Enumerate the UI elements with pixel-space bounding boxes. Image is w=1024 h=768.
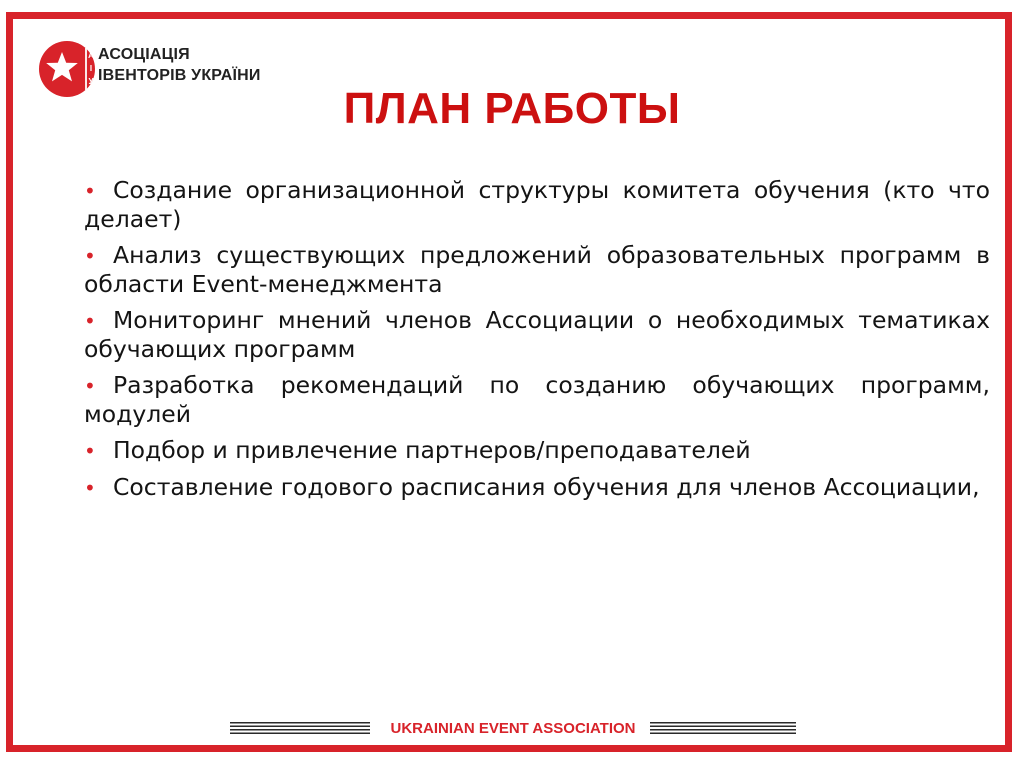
bullet-text: Создание организационной структуры комитета обучения (кто что делает) — [84, 176, 990, 233]
badge-letter-2: І — [89, 64, 93, 73]
bullet-item — [84, 473, 990, 502]
footer-stripes-left — [230, 722, 370, 736]
badge-letter-1: А — [88, 51, 94, 60]
footer-banner — [230, 719, 796, 741]
bullet-dot-icon: • — [84, 439, 96, 463]
bullet-text: Разработка рекомендаций по созданию обучающих программ, модулей — [84, 371, 990, 428]
logo-line-2: ІВЕНТОРІВ УКРАЇНИ — [98, 67, 261, 84]
badge-letter-3: У — [88, 77, 94, 86]
bullet-text: Анализ существующих предложений образовательных программ в области Event-менеджмента — [84, 241, 990, 298]
bullet-item — [84, 436, 990, 465]
bullet-item — [84, 306, 990, 363]
bullet-dot-icon: • — [84, 476, 96, 500]
bullet-dot-icon: • — [84, 179, 96, 203]
footer-text: UKRAINIAN EVENT ASSOCIATION — [390, 720, 636, 737]
bullet-dot-icon: • — [84, 244, 96, 268]
bullet-item — [84, 176, 990, 233]
footer-stripes-right — [650, 722, 796, 736]
logo-wordmark — [98, 44, 261, 86]
bullet-text: Составление годового расписания обучения для членов Ассоциации, — [113, 473, 980, 501]
bullet-item — [84, 241, 990, 298]
bullet-text: Подбор и привлечение партнеров/преподавателей — [113, 436, 751, 464]
bullet-text: Мониторинг мнений членов Ассоциации о необходимых тематиках обучающих программ — [84, 306, 990, 363]
slide-title: ПЛАН РАБОТЫ — [343, 84, 681, 133]
bullet-dot-icon: • — [84, 374, 96, 398]
bullet-list — [84, 176, 990, 510]
logo-line-1: АСОЦІАЦІЯ — [98, 46, 190, 63]
bullet-dot-icon: • — [84, 309, 96, 333]
bullet-item — [84, 371, 990, 428]
